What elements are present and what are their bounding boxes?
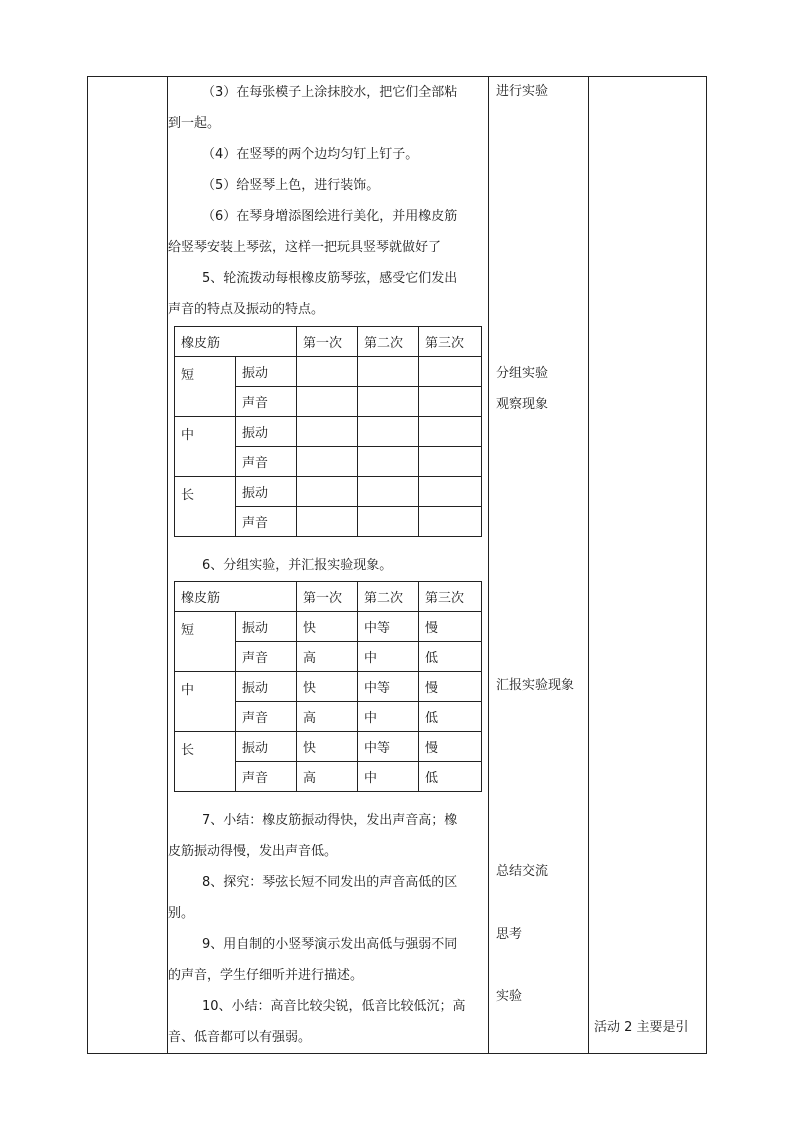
step-text: 别。 [168, 906, 195, 921]
table-cell [419, 507, 482, 537]
table-cell: 快 [297, 672, 358, 702]
table-header-cell: 第三次 [419, 582, 482, 612]
table-cell: 中 [358, 642, 419, 672]
step-text: （3）在每张模子上涂抹胶水，把它们全部粘 [202, 85, 458, 100]
table-cell: 中 [358, 762, 419, 792]
group-label: 短 [175, 357, 236, 417]
step-text: 音、低音都可以有强弱。 [168, 1030, 312, 1045]
student-activity-text: 观察现象 [496, 397, 549, 412]
row-label: 振动 [236, 672, 297, 702]
table-cell [419, 387, 482, 417]
observation-table-results [174, 581, 482, 792]
row-label: 声音 [236, 447, 297, 477]
teaching-process-column [168, 76, 488, 325]
teaching-process-continued [168, 805, 488, 1053]
table-cell: 高 [297, 642, 358, 672]
table-cell: 中等 [358, 732, 419, 762]
table-cell: 慢 [419, 732, 482, 762]
table-cell: 高 [297, 702, 358, 732]
group-label: 长 [175, 477, 236, 537]
step-text: 的声音，学生仔细听并进行描述。 [168, 968, 364, 983]
table-cell [297, 447, 358, 477]
table-cell [297, 387, 358, 417]
table-cell [419, 357, 482, 387]
table-cell: 低 [419, 642, 482, 672]
row-label: 声音 [236, 642, 297, 672]
table-cell: 快 [297, 612, 358, 642]
step-text: 9、用自制的小竖琴演示发出高低与强弱不同 [202, 937, 458, 952]
observation-table-empty [174, 326, 482, 537]
student-activity-text: 分组实验 [496, 366, 549, 381]
table-cell [358, 417, 419, 447]
student-activity-text: 实验 [496, 989, 523, 1004]
table-cell [358, 507, 419, 537]
step-text: 皮筋振动得慢，发出声音低。 [168, 844, 338, 859]
table-cell [297, 507, 358, 537]
table-cell [358, 447, 419, 477]
table-header-cell: 第二次 [358, 582, 419, 612]
table-cell [297, 477, 358, 507]
student-activity-text: 进行实验 [496, 84, 549, 99]
student-activity-text: 思考 [496, 927, 523, 942]
table-cell: 中等 [358, 672, 419, 702]
table-cell [419, 447, 482, 477]
table-cell: 中等 [358, 612, 419, 642]
row-label: 声音 [236, 387, 297, 417]
table-header-cell: 橡皮筋 [175, 327, 297, 357]
table-header-cell: 橡皮筋 [175, 582, 297, 612]
table-cell [358, 357, 419, 387]
table-cell [419, 417, 482, 447]
step-text: 5、轮流拨动每根橡皮筋琴弦，感受它们发出 [202, 271, 458, 286]
step-text: 给竖琴安装上琴弦，这样一把玩具竖琴就做好了 [168, 240, 442, 255]
step-text: 10、小结：高音比较尖锐，低音比较低沉；高 [202, 999, 466, 1014]
table-header-cell: 第一次 [297, 582, 358, 612]
row-label: 振动 [236, 417, 297, 447]
table-cell: 中 [358, 702, 419, 732]
step-text: 声音的特点及振动的特点。 [168, 302, 325, 317]
step-text: 6、分组实验，并汇报实验现象。 [202, 558, 393, 573]
design-intent-text: 活动 2 主要是引 [594, 1020, 689, 1035]
step-text: 到一起。 [168, 116, 221, 131]
step-text: （6）在琴身增添图绘进行美化，并用橡皮筋 [202, 209, 458, 224]
row-label: 声音 [236, 762, 297, 792]
student-activity-text: 汇报实验现象 [496, 678, 575, 693]
step-text: （4）在竖琴的两个边均匀钉上钉子。 [202, 147, 419, 162]
column-divider [488, 76, 489, 1054]
table-cell [297, 357, 358, 387]
group-label: 短 [175, 612, 236, 672]
row-label: 振动 [236, 357, 297, 387]
group-label: 长 [175, 732, 236, 792]
table-cell [297, 417, 358, 447]
group-label: 中 [175, 417, 236, 477]
table-cell: 快 [297, 732, 358, 762]
group-label: 中 [175, 672, 236, 732]
table-header-cell: 第一次 [297, 327, 358, 357]
table-cell: 慢 [419, 672, 482, 702]
table-cell: 高 [297, 762, 358, 792]
row-label: 振动 [236, 477, 297, 507]
step-text: 8、探究：琴弦长短不同发出的声音高低的区 [202, 875, 458, 890]
column-divider [588, 76, 589, 1054]
row-label: 声音 [236, 702, 297, 732]
row-label: 声音 [236, 507, 297, 537]
step-text: 7、小结：橡皮筋振动得快，发出声音高；橡 [202, 813, 458, 828]
student-activity-text: 总结交流 [496, 864, 549, 879]
table-cell [358, 477, 419, 507]
table-cell: 低 [419, 702, 482, 732]
table-cell: 慢 [419, 612, 482, 642]
table-header-cell: 第二次 [358, 327, 419, 357]
table-cell [358, 387, 419, 417]
table-header-cell: 第三次 [419, 327, 482, 357]
table-cell [419, 477, 482, 507]
row-label: 振动 [236, 732, 297, 762]
row-label: 振动 [236, 612, 297, 642]
step-text: （5）给竖琴上色，进行装饰。 [202, 178, 380, 193]
table-cell: 低 [419, 762, 482, 792]
